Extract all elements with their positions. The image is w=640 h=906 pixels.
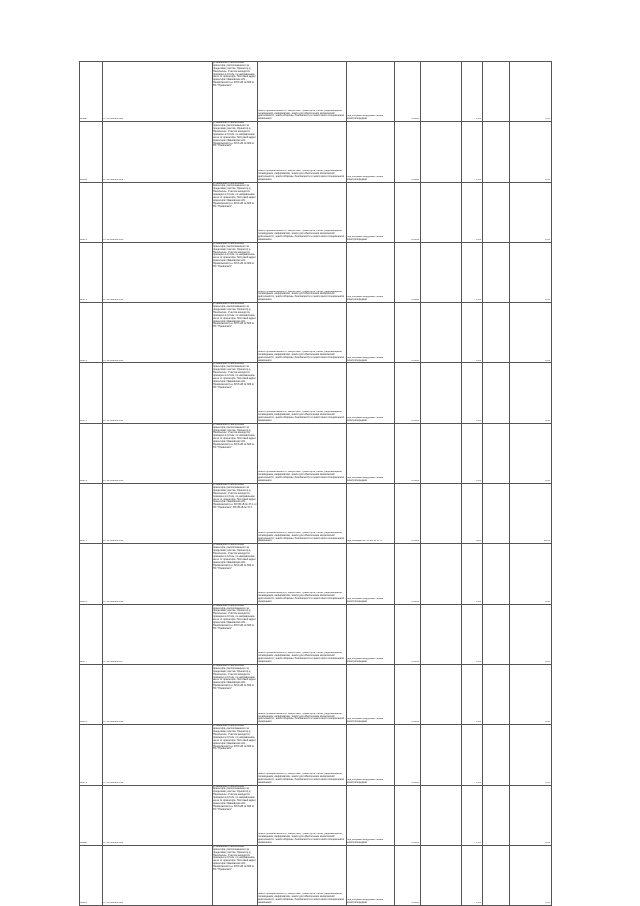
cell-land-category-text: Земли промышленности, энергетики, транспорта, связи, радиовещания, телевидения, информатики, земли для обеспечения космической деятельности, земли обороны, безопасности и земли иного специального назначения — [258, 471, 345, 483]
cell-empty — [421, 544, 462, 604]
cell-empty — [483, 845, 510, 905]
cell-id-text: 00172 — [80, 359, 87, 362]
cell-land-category — [258, 604, 347, 664]
cell-empty — [483, 122, 510, 182]
table-row — [80, 122, 552, 182]
cell-rate — [462, 664, 483, 724]
cell-cadastral-number — [103, 122, 213, 182]
cell-empty — [483, 62, 510, 122]
cell-value — [510, 62, 552, 122]
cell-id-text: 00174 — [80, 480, 87, 483]
table-row — [80, 845, 552, 905]
cell-permitted-use-text: под опорами воздушных линий электропередачи — [347, 899, 384, 905]
cell-value-text: 0,05 — [545, 118, 550, 121]
cell-value-text: 0,05 — [545, 359, 550, 362]
table-row — [80, 664, 552, 724]
cell-area — [395, 423, 421, 483]
cell-value-text: 0,05 — [545, 902, 550, 905]
cell-empty — [421, 725, 462, 785]
cell-location-description — [213, 604, 258, 664]
cell-id-text: 00168 — [80, 118, 87, 121]
table-row — [80, 544, 552, 604]
cell-permitted-use — [347, 423, 395, 483]
cell-value-text: 0,05 — [545, 841, 550, 844]
cell-value-text: 0,05 — [545, 178, 550, 181]
cell-id — [80, 363, 103, 423]
cell-location-description — [213, 845, 258, 905]
cell-land-category-text: Земли промышленности, энергетики, транспорта, связи, радиовещания, телевидения, информатики, земли для обеспечения космической деятельности, земли обороны, безопасности и земли иного специального назначения — [258, 411, 345, 422]
cell-id-text: 00170 — [80, 238, 87, 241]
cell-permitted-use — [347, 242, 395, 302]
cell-permitted-use-text: под опорами воздушных линий электропередачи — [347, 597, 384, 603]
cell-location-description — [213, 484, 258, 544]
cell-rate-text: 1,22 — [476, 480, 481, 483]
cell-cadastral-number-text: 37:10:031001:408 — [103, 118, 124, 121]
cell-id — [80, 423, 103, 483]
cell-id — [80, 544, 103, 604]
land-plot-table — [79, 61, 552, 906]
cell-location-description-text: установлено относительно ориентира, расположенного за пределами участка. Ориентир д. Никольское. Участок находится примерно в 0,6 км, по направлению на юг от ориентира. Почтовый адрес ориентира: Ивановская обл., Приволжский р-н. ВЛ 6 кВ № 609 от ПС "Приволжск" — [213, 363, 256, 389]
cell-value-text: 0,05 — [545, 781, 550, 784]
cell-rate-text: 1,22 — [476, 359, 481, 362]
cell-id-text: 00171 — [80, 299, 87, 302]
cell-rate-text: 1,22 — [476, 781, 481, 784]
cell-permitted-use — [347, 664, 395, 724]
cell-area — [395, 664, 421, 724]
cell-empty — [421, 242, 462, 302]
cell-area — [395, 122, 421, 182]
cell-permitted-use-text: под опорами воздушных линий электропередачи — [347, 356, 384, 362]
cell-permitted-use-text: под опорами воздушных линий электропередачи — [347, 175, 384, 181]
cell-cadastral-number — [103, 303, 213, 363]
cell-area-text: 0,0014 — [411, 781, 419, 784]
cell-area-text: 0,0014 — [411, 238, 419, 241]
cell-id — [80, 664, 103, 724]
cell-area-text: 0,0024 — [411, 540, 419, 543]
cell-empty — [421, 785, 462, 845]
cell-value — [510, 544, 552, 604]
cell-area — [395, 785, 421, 845]
cell-value — [510, 242, 552, 302]
cell-permitted-use-text: под опорами воздушных линий электропередачи — [347, 839, 384, 844]
cell-area — [395, 845, 421, 905]
cell-rate — [462, 62, 483, 122]
cell-value-text: 10,01 — [543, 540, 550, 543]
cell-permitted-use — [347, 303, 395, 363]
table-row — [80, 423, 552, 483]
table-row — [80, 604, 552, 664]
cell-value — [510, 122, 552, 182]
cell-land-category — [258, 845, 347, 905]
cell-value — [510, 604, 552, 664]
table-row — [80, 363, 552, 423]
cell-area-text: 0,0014 — [411, 419, 419, 422]
cell-land-category — [258, 303, 347, 363]
cell-land-category-text: Земли промышленности, энергетики, транспорта, связи, радиовещания, телевидения, информатики, земли для обеспечения космической деятельности, земли обороны, безопасности и земли иного специального назначения — [258, 169, 345, 181]
cell-value-text: 0,05 — [545, 721, 550, 724]
cell-id — [80, 303, 103, 363]
cell-location-description — [213, 182, 258, 242]
cell-land-category-text: Земли промышленности, энергетики, транспорта, связи, радиовещания, телевидения, информатики, земли для обеспечения космической деятельности, земли обороны, безопасности и земли иного специального назначения — [258, 350, 345, 362]
cell-value-text: 0,05 — [545, 600, 550, 603]
cell-rate — [462, 242, 483, 302]
cell-area — [395, 725, 421, 785]
cell-land-category — [258, 363, 347, 423]
cell-id — [80, 604, 103, 664]
table-row — [80, 484, 552, 544]
cell-area-text: 0,0014 — [411, 600, 419, 603]
cell-location-description-text: установлено относительно ориентира, расположенного за пределами участка. Ориентир д. Никольское. Участок находится примерно в 0,6 км, по направлению на юг от ориентира. Почтовый адрес ориентира: Ивановская обл., Приволжский р-н. ВЛ 6 кВ № 609 от ПС "Приволжск" — [213, 604, 256, 630]
cell-location-description-text: установлено относительно ориентира, расположенного за пределами участка. Ориентир д. Никольское. Участок находится примерно в 0,6 км, по направлению на юг от ориентира. Почтовый адрес ориентира: Ивановская обл., Приволжский р-н. ВЛ 6 кВ № 609 от ПС "Приволжск" — [213, 303, 256, 329]
cell-land-category-text: Земли промышленности, энергетики, транспорта, связи, радиовещания, телевидения, информатики, земли для обеспечения космической деятельности, земли обороны, безопасности и земли иного специального назначения — [258, 591, 345, 603]
cell-cadastral-number-text: 37:10:031001:413 — [103, 419, 124, 422]
cell-rate-text: 1,22 — [476, 238, 481, 241]
table-body — [80, 62, 552, 906]
cell-land-category — [258, 242, 347, 302]
cell-cadastral-number-text: 37:10:031001:418 — [103, 721, 124, 724]
cell-cadastral-number — [103, 62, 213, 122]
cell-location-description — [213, 303, 258, 363]
cell-cadastral-number — [103, 182, 213, 242]
cell-land-category-text: Земли промышленности, энергетики, транспорта, связи, радиовещания, телевидения, информатики, земли для обеспечения космической деятельности, земли обороны, безопасности и земли иного специального назначения — [258, 772, 345, 784]
cell-location-description-text: установлено относительно ориентира, расположенного за пределами участка. Ориентир д. Никольское. Участок находится примерно в 0,6 км, по направлению на юг от ориентира. Почтовый адрес ориентира: Ивановская обл., Приволжский р-н. ВЛ 6 кВ № 609 от ПС "Приволжск" — [213, 845, 256, 871]
table-row — [80, 785, 552, 845]
cell-location-description — [213, 725, 258, 785]
cell-land-category — [258, 182, 347, 242]
table-row — [80, 242, 552, 302]
cell-id-text: 00180 — [80, 841, 87, 844]
cell-value — [510, 363, 552, 423]
cell-permitted-use-text: под опорами воздушных линий электропередачи — [347, 416, 384, 422]
cell-rate-text: 1,22 — [476, 721, 481, 724]
cell-location-description — [213, 122, 258, 182]
cell-rate — [462, 604, 483, 664]
cell-id-text: 00173 — [80, 419, 87, 422]
cell-rate-text: 1,22 — [476, 902, 481, 905]
cell-value — [510, 725, 552, 785]
cell-permitted-use — [347, 544, 395, 604]
cell-id-text: 00177 — [80, 661, 87, 664]
cell-id-text: 00181 — [80, 902, 87, 905]
cell-empty — [483, 363, 510, 423]
cell-rate — [462, 484, 483, 544]
cell-cadastral-number — [103, 725, 213, 785]
cell-empty — [483, 423, 510, 483]
cell-permitted-use-text: под опорами воздушных линий электропередачи — [347, 477, 384, 483]
cell-rate — [462, 544, 483, 604]
cell-land-category — [258, 785, 347, 845]
cell-location-description — [213, 423, 258, 483]
cell-value — [510, 423, 552, 483]
cell-id — [80, 242, 103, 302]
cell-cadastral-number — [103, 423, 213, 483]
table-row — [80, 62, 552, 122]
cell-empty — [421, 423, 462, 483]
cell-land-category — [258, 725, 347, 785]
cell-land-category-text: Земли промышленности, энергетики, транспорта, связи, радиовещания, телевидения, информатики, земли для обеспечения космической деятельности, земли обороны, безопасности и земли иного специального назначения — [258, 531, 345, 543]
cell-empty — [483, 785, 510, 845]
cell-id-text: 00179 — [80, 781, 87, 784]
cell-permitted-use — [347, 363, 395, 423]
cell-id — [80, 725, 103, 785]
cell-rate — [462, 845, 483, 905]
cell-cadastral-number-text: 37:10:031001:421 — [103, 902, 124, 905]
cell-rate-text: 1,22 — [476, 661, 481, 664]
cell-empty — [483, 544, 510, 604]
cell-rate-text: 1,22 — [476, 600, 481, 603]
cell-permitted-use — [347, 725, 395, 785]
cell-land-category-text: Земли промышленности, энергетики, транспорта, связи, радиовещания, телевидения, информатики, земли для обеспечения космической деятельности, земли обороны, безопасности и земли иного специального назначения — [258, 893, 345, 905]
cell-permitted-use-text: под опорами воздушных линий электропередачи — [347, 236, 384, 241]
cell-location-description-text: установлено относительно ориентира, расположенного за пределами участка. Ориентир д. Никольское. Участок находится примерно в 0,6 км, по направлению на юг от ориентира. Почтовый адрес ориентира: Ивановская обл., Приволжский р-н. ВЛ 6 кВ № 609 от ПС "Приволжск" — [213, 182, 256, 208]
cell-value-text: 0,05 — [545, 299, 550, 302]
cell-empty — [421, 303, 462, 363]
cell-empty — [421, 664, 462, 724]
cell-area — [395, 62, 421, 122]
cell-id — [80, 182, 103, 242]
cell-cadastral-number-text: 37:10:031001:416 — [103, 600, 124, 603]
cell-location-description-text: установлено относительно ориентира, расположенного за пределами участка. Ориентир д. Никольское. Участок находится примерно в 0,6 км, по направлению на юг от ориентира. Почтовый адрес ориентира: Ивановская обл., Приволжский р-н. ВЛ 35 кВ № 37-1 от ПС "Приволжск". ВЛ 35 кВ № 37-1 — [213, 484, 257, 510]
cell-value-text: 0,05 — [545, 480, 550, 483]
cell-cadastral-number — [103, 242, 213, 302]
cell-value — [510, 845, 552, 905]
cell-land-category — [258, 484, 347, 544]
cell-value-text: 0,05 — [545, 238, 550, 241]
cell-location-description-text: установлено относительно ориентира, расположенного за пределами участка. Ориентир д. Никольское. Участок находится примерно в 0,6 км, по направлению на юг от ориентира. Почтовый адрес ориентира: Ивановская обл., Приволжский р-н. ВЛ 6 кВ № 609 от ПС "Приволжск" — [213, 664, 256, 691]
cell-area — [395, 363, 421, 423]
cell-value — [510, 785, 552, 845]
cell-permitted-use-text: под опорами воздушных линий электропередачи — [347, 718, 384, 724]
cell-empty — [421, 845, 462, 905]
cell-location-description — [213, 785, 258, 845]
cell-area — [395, 484, 421, 544]
cell-rate — [462, 785, 483, 845]
cell-permitted-use — [347, 182, 395, 242]
cell-permitted-use-text: под опорами воздушных линий электропередачи — [347, 296, 384, 302]
cell-id-text: 00175 — [80, 540, 87, 543]
cell-rate — [462, 122, 483, 182]
cell-rate — [462, 725, 483, 785]
cell-cadastral-number-text: 37:10:031001:417 — [103, 661, 124, 664]
cell-empty — [483, 242, 510, 302]
cell-location-description — [213, 363, 258, 423]
cell-permitted-use-text: под опорами воздушных линий электропередачи — [347, 778, 384, 784]
cell-permitted-use — [347, 62, 395, 122]
cell-area — [395, 303, 421, 363]
cell-area-text: 0,0014 — [411, 902, 419, 905]
cell-empty — [483, 725, 510, 785]
cell-empty — [483, 182, 510, 242]
cell-location-description-text: установлено относительно ориентира, расположенного за пределами участка. Ориентир д. Никольское. Участок находится примерно в 0,6 км, по направлению на юг от ориентира. Почтовый адрес ориентира: Ивановская обл., Приволжский р-н. ВЛ 6 кВ № 609 от ПС "Приволжск" — [213, 785, 256, 811]
cell-id-text: 00169 — [80, 178, 87, 181]
cell-location-description-text: установлено относительно ориентира, расположенного за пределами участка. Ориентир д. Никольское. Участок находится примерно в 0,6 км, по направлению на юг от ориентира. Почтовый адрес ориентира: Ивановская обл., Приволжский р-н. ВЛ 6 кВ № 609 от ПС "Приволжск" — [213, 62, 256, 88]
table-row — [80, 725, 552, 785]
cell-empty — [421, 484, 462, 544]
cell-cadastral-number — [103, 664, 213, 724]
cell-area-text: 0,0014 — [411, 118, 419, 121]
cell-area — [395, 242, 421, 302]
cell-empty — [483, 484, 510, 544]
cell-cadastral-number-text: 37:10:031001:414 — [103, 480, 124, 483]
cell-cadastral-number — [103, 484, 213, 544]
cell-area-text: 0,0014 — [411, 721, 419, 724]
cell-land-category-text: Земли промышленности, энергетики, транспорта, связи, радиовещания, телевидения, информатики, земли для обеспечения космической деятельности, земли обороны, безопасности и земли иного специального назначения — [258, 833, 345, 844]
cell-permitted-use-text: под опорами воздушных линий электропередачи — [347, 115, 384, 121]
cell-empty — [421, 604, 462, 664]
cell-area-text: 0,0014 — [411, 178, 419, 181]
cell-cadastral-number — [103, 845, 213, 905]
cell-id — [80, 122, 103, 182]
cell-location-description-text: установлено относительно ориентира, расположенного за пределами участка. Ориентир д. Никольское. Участок находится примерно в 0,6 км, по направлению на юг от ориентира. Почтовый адрес ориентира: Ивановская обл., Приволжский р-н. ВЛ 6 кВ № 609 от ПС "Приволжск" — [213, 122, 256, 148]
cell-permitted-use — [347, 604, 395, 664]
cell-location-description — [213, 664, 258, 724]
cell-location-description-text: установлено относительно ориентира, расположенного за пределами участка. Ориентир д. Никольское. Участок находится примерно в 0,6 км, по направлению на юг от ориентира. Почтовый адрес ориентира: Ивановская обл., Приволжский р-н. ВЛ 6 кВ № 609 от ПС "Приволжск" — [213, 423, 256, 449]
cell-permitted-use-text: под опорами воздушных линий электропередачи — [347, 658, 384, 664]
cell-id-text: 00176 — [80, 600, 87, 603]
cell-cadastral-number-text: 37:10:031001:410 — [103, 238, 124, 241]
cell-cadastral-number-text: 37:10:031001:412 — [103, 359, 124, 362]
cell-rate — [462, 303, 483, 363]
table-row — [80, 303, 552, 363]
cell-rate-text: 1,22 — [476, 841, 481, 844]
cell-rate — [462, 182, 483, 242]
cell-area — [395, 544, 421, 604]
cell-rate-text: 1,22 — [476, 299, 481, 302]
cell-cadastral-number — [103, 604, 213, 664]
cell-cadastral-number-text: 37:10:031001:409 — [103, 178, 124, 181]
cell-rate — [462, 363, 483, 423]
cell-rate — [462, 423, 483, 483]
cell-empty — [421, 62, 462, 122]
cell-land-category — [258, 664, 347, 724]
cell-id — [80, 62, 103, 122]
cell-land-category — [258, 423, 347, 483]
cell-area-text: 0,0014 — [411, 841, 419, 844]
table-row — [80, 182, 552, 242]
cell-location-description-text: установлено относительно ориентира, расположенного за пределами участка. Ориентир д. Никольское. Участок находится примерно в 0,6 км, по направлению на юг от ориентира. Почтовый адрес ориентира: Ивановская обл., Приволжский р-н. ВЛ 6 кВ № 609 от ПС "Приволжск" — [213, 242, 256, 269]
cell-area-text: 0,0014 — [411, 359, 419, 362]
cell-land-category-text: Земли промышленности, энергетики, транспорта, связи, радиовещания, телевидения, информатики, земли для обеспечения космической деятельности, земли обороны, безопасности и земли иного специального назначения — [258, 712, 345, 724]
cell-area — [395, 182, 421, 242]
cell-cadastral-number-text: 37:10:031001:415 — [103, 540, 124, 543]
cell-rate-text: 1,22 — [476, 419, 481, 422]
cell-land-category-text: Земли промышленности, энергетики, транспорта, связи, радиовещания, телевидения, информатики, земли для обеспечения космической деятельности, земли обороны, безопасности и земли иного специального назначения — [258, 109, 345, 121]
cell-cadastral-number-text: 37:10:031001:411 — [103, 299, 123, 302]
cell-empty — [483, 664, 510, 724]
cell-empty — [483, 303, 510, 363]
cell-cadastral-number — [103, 363, 213, 423]
cell-id — [80, 845, 103, 905]
cell-empty — [421, 122, 462, 182]
cell-value — [510, 303, 552, 363]
cell-value — [510, 484, 552, 544]
cell-location-description-text: установлено относительно ориентира, расположенного за пределами участка. Ориентир д. Никольское. Участок находится примерно в 0,6 км, по направлению на юг от ориентира. Почтовый адрес ориентира: Ивановская обл., Приволжский р-н. ВЛ 6 кВ № 609 от ПС "Приволжск" — [213, 544, 256, 570]
cell-area-text: 0,0014 — [411, 299, 419, 302]
cell-empty — [483, 604, 510, 664]
cell-location-description — [213, 242, 258, 302]
cell-value-text: 0,05 — [545, 661, 550, 664]
cell-land-category — [258, 62, 347, 122]
cell-rate-text: 1,22 — [476, 118, 481, 121]
cell-empty — [421, 182, 462, 242]
cell-permitted-use — [347, 122, 395, 182]
cell-value-text: 0,05 — [545, 419, 550, 422]
cell-cadastral-number-text: 37:10:031001:419 — [103, 781, 124, 784]
cell-value — [510, 182, 552, 242]
cell-area-text: 0,0014 — [411, 661, 419, 664]
cell-location-description-text: установлено относительно ориентира, расположенного за пределами участка. Ориентир д. Никольское. Участок находится примерно в 0,6 км, по направлению на юг от ориентира. Почтовый адрес ориентира: Ивановская обл., Приволжский р-н. ВЛ 6 кВ № 609 от ПС "Приволжск" — [213, 725, 256, 751]
cell-cadastral-number — [103, 785, 213, 845]
cell-land-category — [258, 544, 347, 604]
cell-land-category-text: Земли промышленности, энергетики, транспорта, связи, радиовещания, телевидения, информатики, земли для обеспечения космической деятельности, земли обороны, безопасности и земли иного специального назначения — [258, 290, 345, 302]
cell-rate-text: 1,22 — [476, 178, 481, 181]
cell-land-category — [258, 122, 347, 182]
cell-area — [395, 604, 421, 664]
cell-empty — [421, 363, 462, 423]
cell-permitted-use-text: под опорами ВЛ 35 кВ № 37-1 — [347, 540, 382, 543]
cell-location-description — [213, 544, 258, 604]
cell-land-category-text: Земли промышленности, энергетики, транспорта, связи, радиовещания, телевидения, информатики, земли для обеспечения космической деятельности, земли обороны, безопасности и земли иного специального назначения — [258, 230, 345, 241]
cell-permitted-use — [347, 845, 395, 905]
cell-location-description — [213, 62, 258, 122]
cell-value — [510, 664, 552, 724]
cell-rate-text: 4,22 — [476, 540, 481, 543]
cell-permitted-use — [347, 785, 395, 845]
cell-id-text: 00178 — [80, 721, 87, 724]
cell-id — [80, 484, 103, 544]
cell-cadastral-number-text: 37:10:031001:420 — [103, 841, 124, 844]
cell-area-text: 0,0014 — [411, 480, 419, 483]
cell-permitted-use — [347, 484, 395, 544]
cell-land-category-text: Земли промышленности, энергетики, транспорта, связи, радиовещания, телевидения, информатики, земли для обеспечения космической деятельности, земли обороны, безопасности и земли иного специального назначения — [258, 652, 345, 664]
cell-cadastral-number — [103, 544, 213, 604]
cell-id — [80, 785, 103, 845]
